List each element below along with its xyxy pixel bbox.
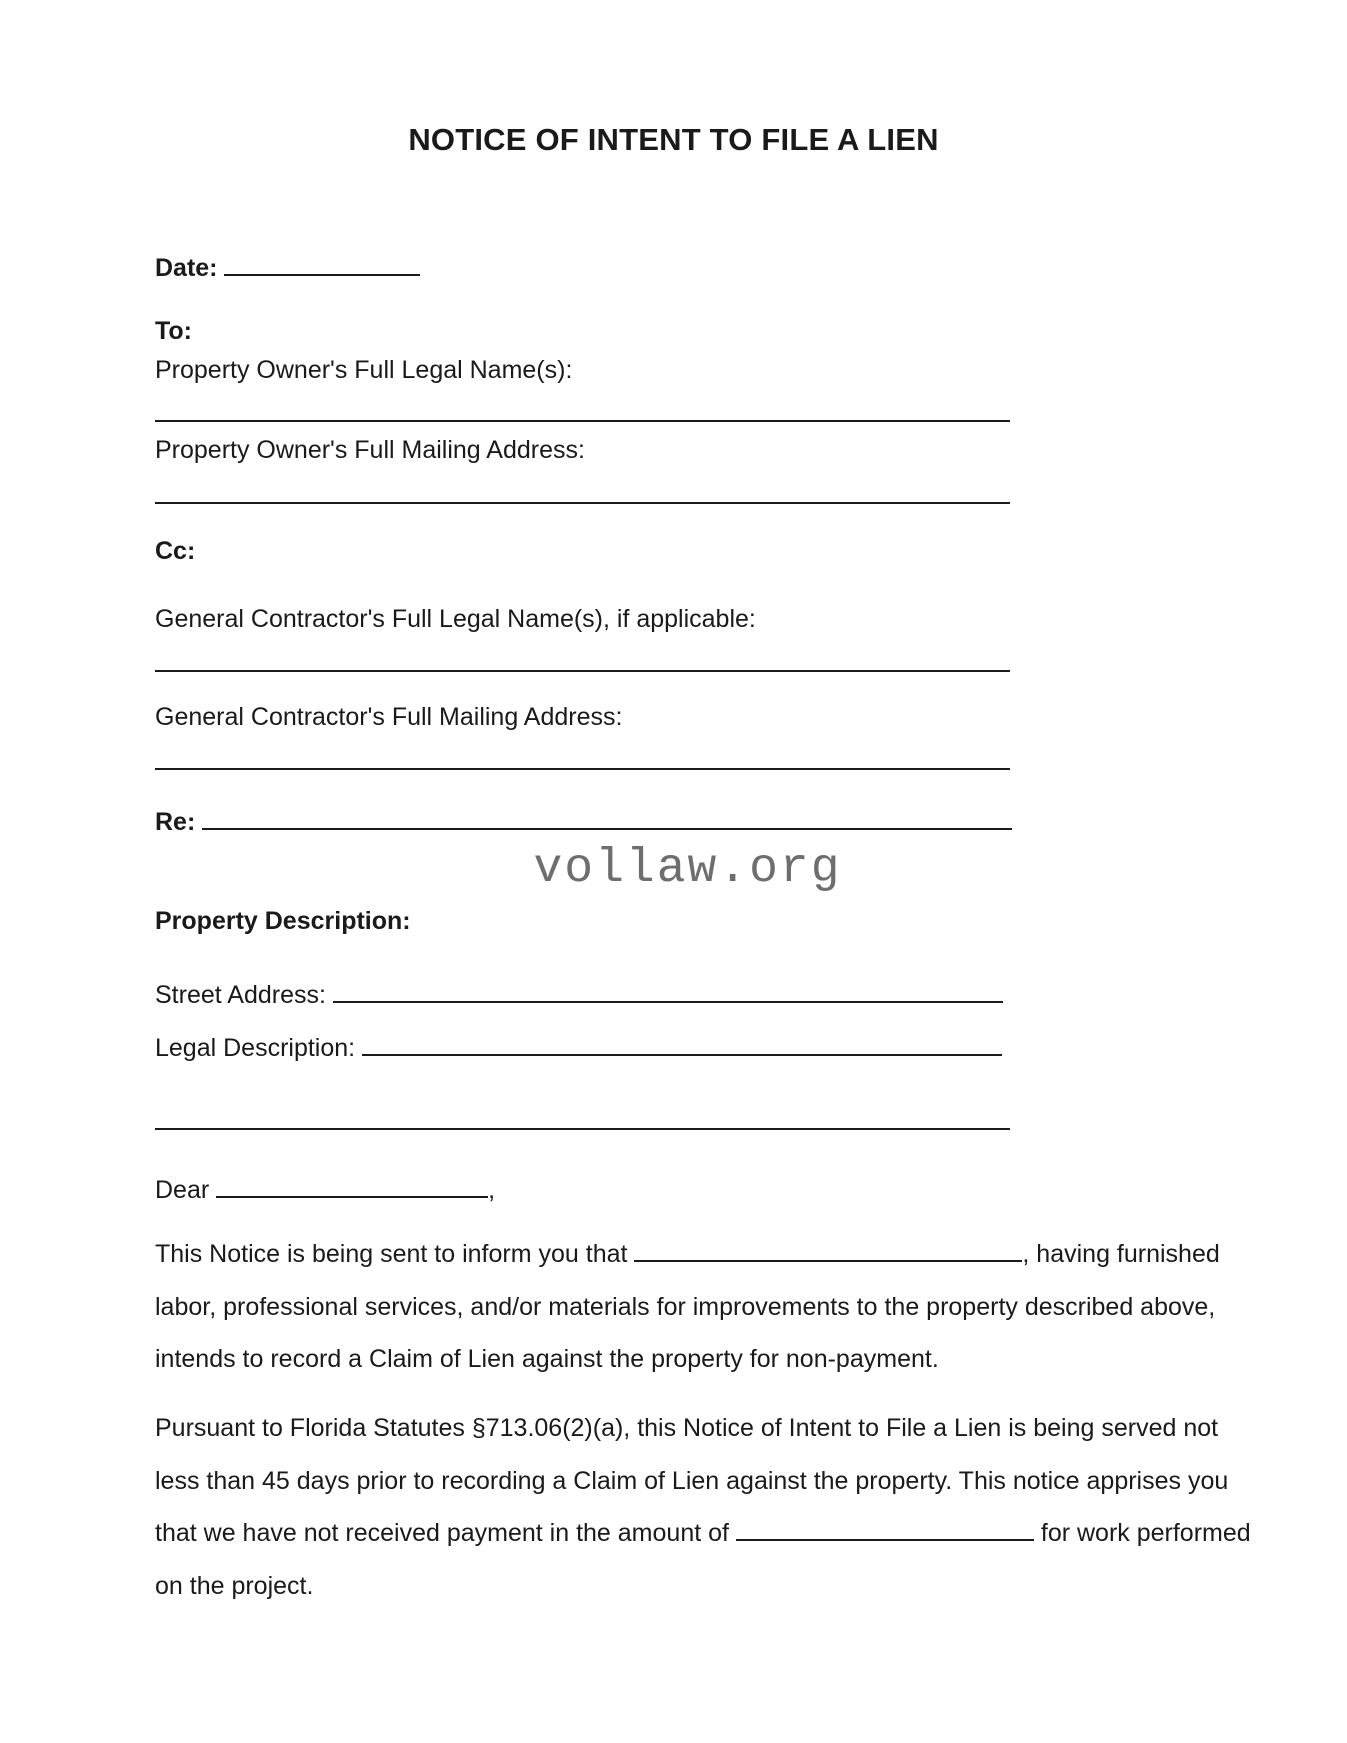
recipient-blank[interactable] [216,1170,488,1198]
contractor-name-label: General Contractor's Full Legal Name(s), if applicable: [155,605,756,633]
owner-address-blank[interactable] [155,502,1010,504]
para2-part2: for work performed on the project. [155,1519,1251,1600]
owner-name-blank[interactable] [155,420,1010,422]
legal-description-blank[interactable] [362,1028,1002,1056]
owner-name-label: Property Owner's Full Legal Name(s): [155,356,573,384]
paragraph-statute [155,1402,1265,1612]
property-description-label: Property Description: [155,907,411,935]
street-address-line [155,975,1003,1010]
date-label: Date: [155,254,218,282]
contractor-address-blank[interactable] [155,768,1010,770]
contractor-address-label: General Contractor's Full Mailing Address: [155,703,623,731]
legal-description-label: Legal Description: [155,1034,356,1062]
contractor-name-blank[interactable] [155,670,1010,672]
re-line [155,802,1012,837]
dear-comma: , [488,1176,496,1204]
legal-description-extra-blank[interactable] [155,1128,1010,1130]
date-blank[interactable] [224,248,420,276]
dear-label: Dear [155,1176,210,1204]
salutation-line [155,1170,495,1205]
para1-part2: , having furnished labor, professional services, and/or materials for improvements to the property described above, intends to record a Claim of Lien against the property for non-payment. [155,1240,1220,1373]
street-address-label: Street Address: [155,981,326,1009]
watermark-text: vollaw.org [533,842,842,896]
date-line [155,248,420,283]
document-title: NOTICE OF INTENT TO FILE A LIEN [408,122,939,157]
re-blank[interactable] [202,802,1012,830]
re-label: Re: [155,808,196,836]
cc-label: Cc: [155,537,196,565]
legal-description-line [155,1028,1002,1063]
owner-address-label: Property Owner's Full Mailing Address: [155,436,585,464]
amount-blank[interactable] [736,1513,1034,1541]
paragraph-notice [155,1228,1265,1386]
claimant-blank[interactable] [634,1234,1022,1262]
para1-part1: This Notice is being sent to inform you that [155,1240,628,1268]
to-label: To: [155,317,193,345]
street-address-blank[interactable] [333,975,1003,1003]
para2-part1: Pursuant to Florida Statutes §713.06(2)(a), this Notice of Intent to File a Lien is being served not less than 45 days prior to recording a Claim of Lien against the property. This notice apprises you that we have not received payment in the amount of [155,1414,1229,1547]
